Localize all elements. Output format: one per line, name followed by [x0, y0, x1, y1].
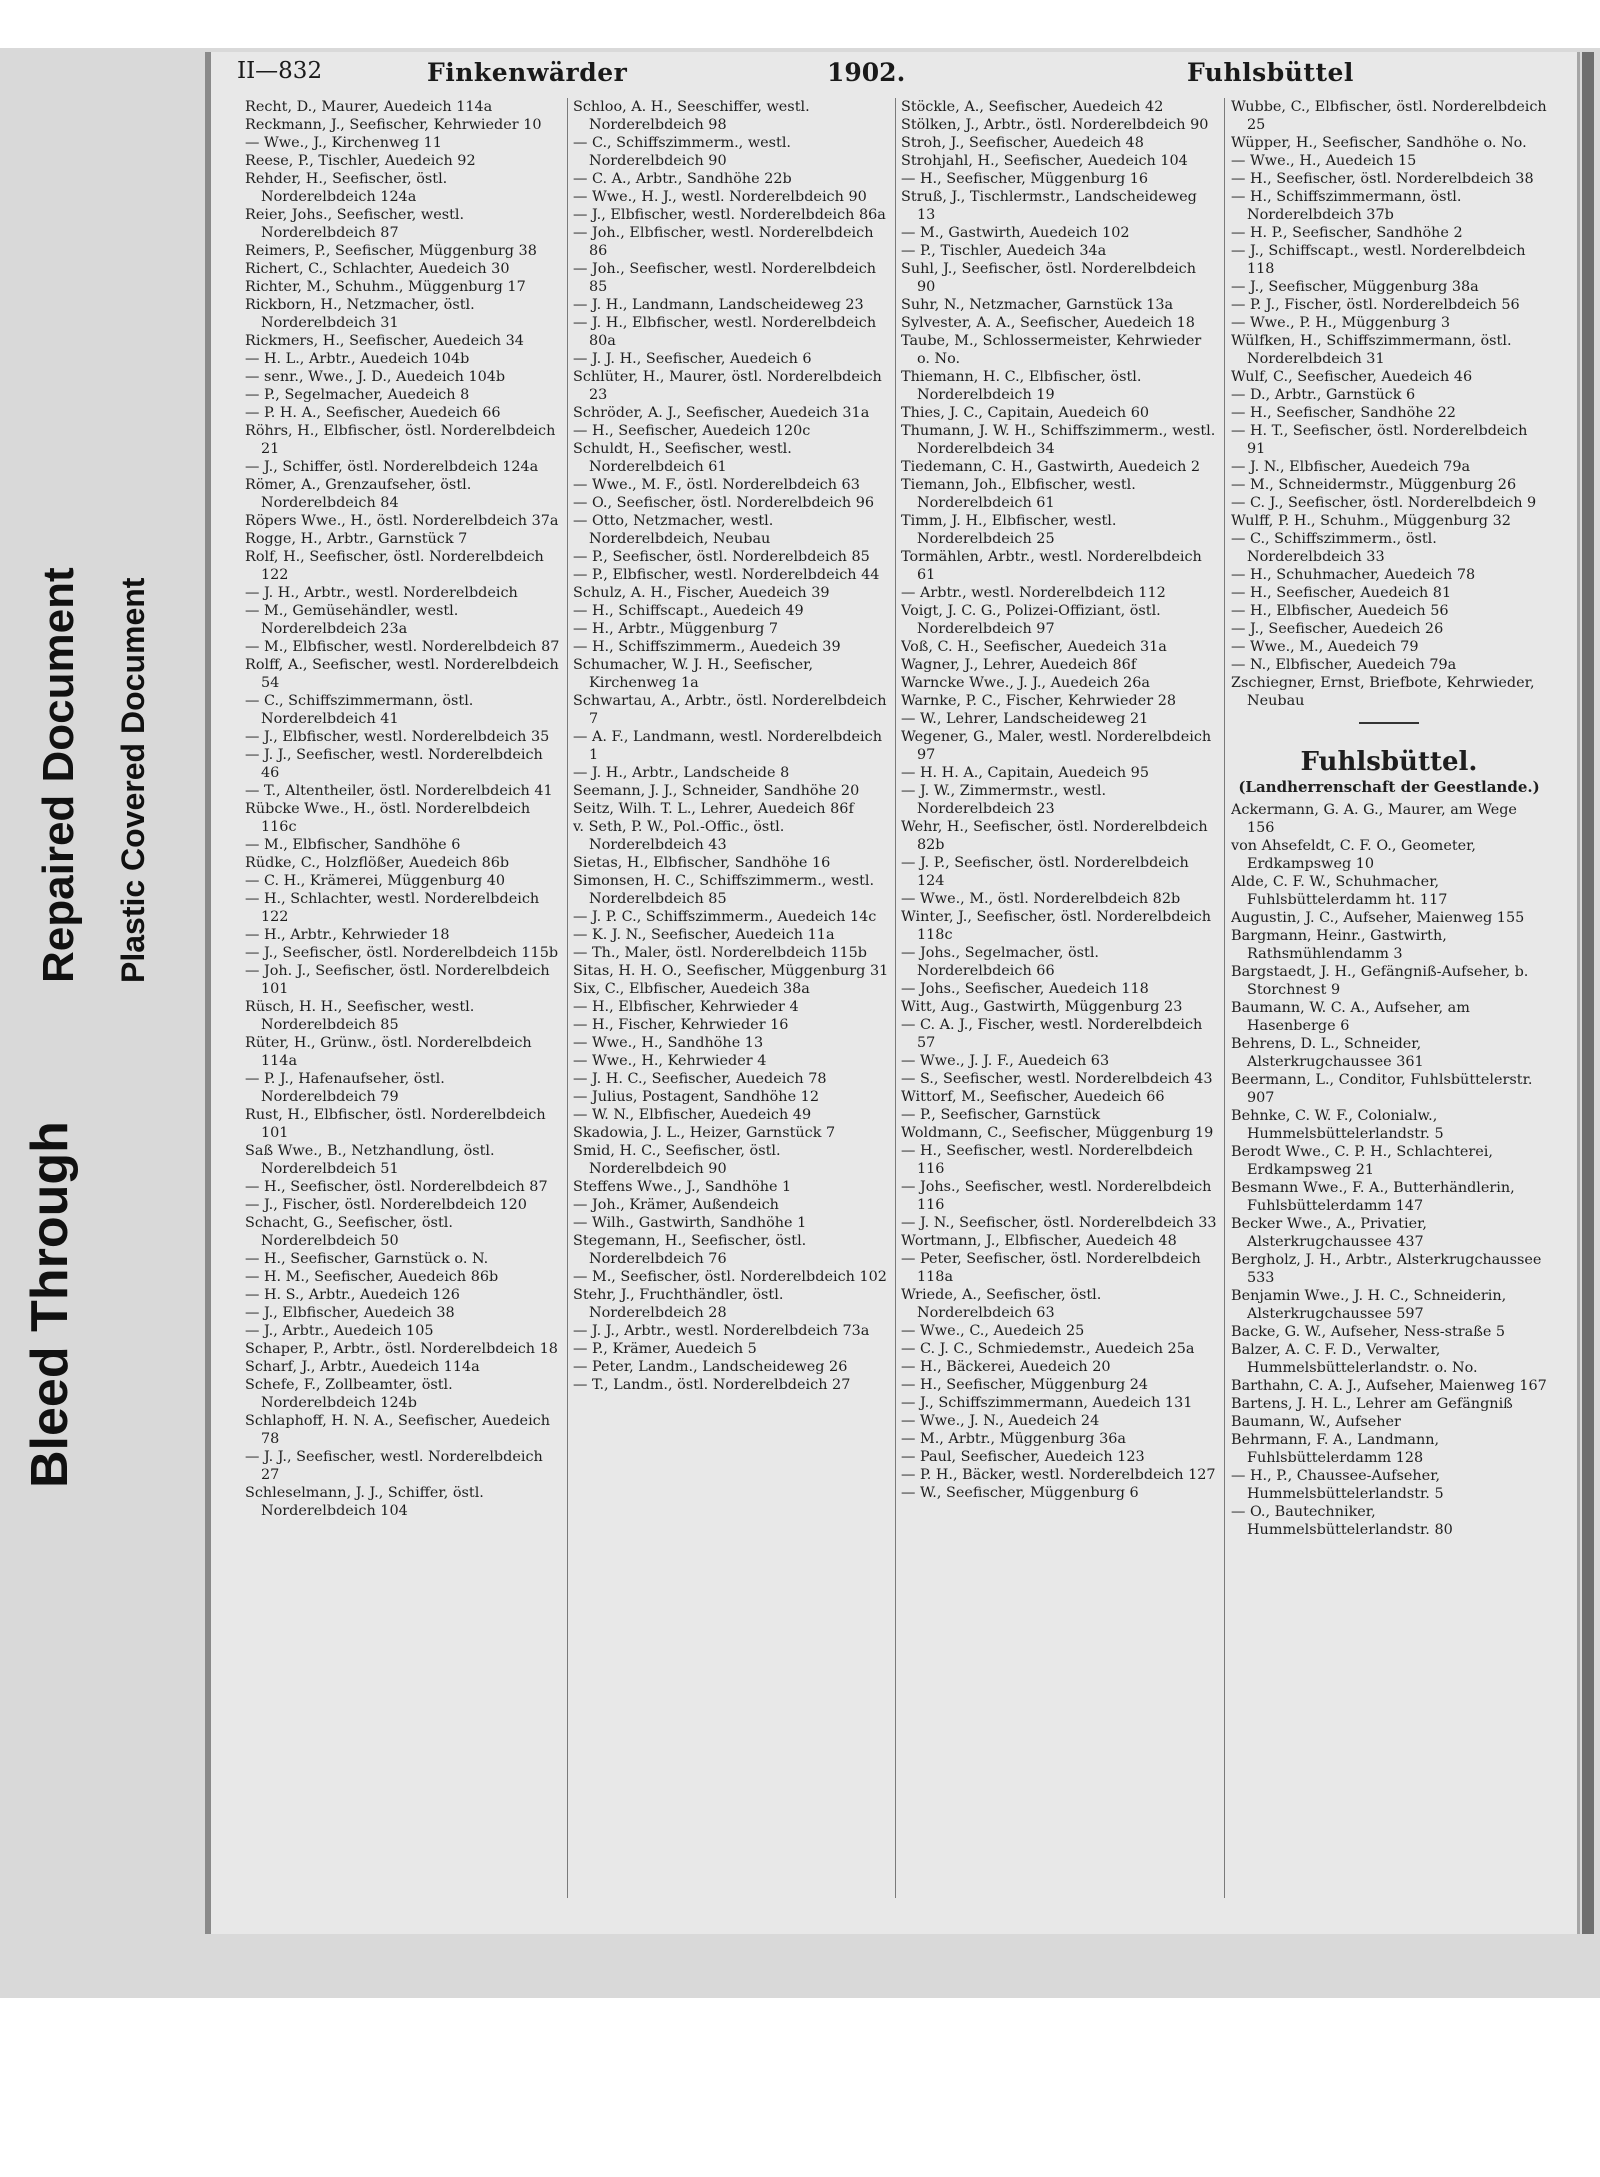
directory-entry: — H., Schiffszimmerm., Auedeich 39 — [573, 639, 841, 655]
directory-entry: Röhrs, H., Elbfischer, östl. Norderelbdeich 21 — [245, 423, 556, 457]
directory-entry: Rolff, A., Seefischer, westl. Norderelbdeich 54 — [245, 657, 559, 691]
directory-entry: — P. J., Hafenaufseher, östl. Norderelbdeich 79 — [245, 1071, 445, 1105]
directory-entry: — Th., Maler, östl. Norderelbdeich 115b — [573, 945, 868, 961]
directory-entry: — Peter, Landm., Landscheideweg 26 — [573, 1359, 848, 1375]
directory-entry: — J. H., Arbtr., westl. Norderelbdeich — [245, 585, 518, 601]
directory-entry: — M., Seefischer, östl. Norderelbdeich 102 — [573, 1269, 887, 1285]
directory-entry: Schumacher, W. J. H., Seefischer, Kirchenweg 1a — [573, 657, 814, 691]
directory-entry: Skadowia, J. L., Heizer, Garnstück 7 — [573, 1125, 836, 1141]
directory-entry: Ackermann, G. A. G., Maurer, am Wege 156 — [1231, 802, 1517, 836]
directory-entry: Suhr, N., Netzmacher, Garnstück 13a — [901, 297, 1174, 313]
directory-entry: — W. N., Elbfischer, Auedeich 49 — [573, 1107, 812, 1123]
directory-column-1 — [245, 98, 561, 1923]
page-edge-shadow — [1582, 52, 1594, 1934]
directory-entry: Benjamin Wwe., J. H. C., Schneiderin, Alsterkrugchaussee 597 — [1231, 1288, 1507, 1322]
directory-entry: — C. J., Seefischer, östl. Norderelbdeich 9 — [1231, 495, 1537, 511]
directory-entry: Thies, J. C., Capitain, Auedeich 60 — [901, 405, 1150, 421]
directory-entry: — H. M., Seefischer, Auedeich 86b — [245, 1269, 499, 1285]
directory-column-4-list — [1231, 98, 1547, 710]
directory-entry: — J. J., Seefischer, westl. Norderelbdeich 46 — [245, 747, 543, 781]
directory-entry: Barthahn, C. A. J., Aufseher, Maienweg 167 — [1231, 1378, 1547, 1394]
column-rule — [895, 98, 896, 1898]
directory-entry: Schlüter, H., Maurer, östl. Norderelbdeich 23 — [573, 369, 882, 403]
directory-entry: — H., Arbtr., Kehrwieder 18 — [245, 927, 450, 943]
directory-entry: — senr., Wwe., J. D., Auedeich 104b — [245, 369, 506, 385]
directory-entry: Wegener, G., Maler, westl. Norderelbdeich 97 — [901, 729, 1212, 763]
directory-entry: — H., Schiffscapt., Auedeich 49 — [573, 603, 804, 619]
directory-entry: — Peter, Seefischer, östl. Norderelbdeich 118a — [901, 1251, 1201, 1285]
directory-entry: — H., Seefischer, Sandhöhe 22 — [1231, 405, 1456, 421]
directory-entry: — Johs., Segelmacher, östl. Norderelbdeich 66 — [901, 945, 1100, 979]
directory-entry: — Arbtr., westl. Norderelbdeich 112 — [901, 585, 1166, 601]
directory-entry: — J. N., Elbfischer, Auedeich 79a — [1231, 459, 1471, 475]
directory-entry: Reimers, P., Seefischer, Müggenburg 38 — [245, 243, 537, 259]
directory-entry: — C., Schiffszimmerm., westl. Norderelbdeich 90 — [573, 135, 792, 169]
directory-entry: — Paul, Seefischer, Auedeich 123 — [901, 1449, 1145, 1465]
bleed-through-label: Bleed Through — [21, 1121, 79, 1488]
directory-entry: — J. J., Seefischer, westl. Norderelbdeich 27 — [245, 1449, 543, 1483]
directory-entry: Warncke Wwe., J. J., Auedeich 26a — [901, 675, 1150, 691]
directory-entry: — H. S., Arbtr., Auedeich 126 — [245, 1287, 460, 1303]
directory-entry: Woldmann, C., Seefischer, Müggenburg 19 — [901, 1125, 1214, 1141]
directory-entry: v. Seth, P. W., Pol.-Offic., östl. Norderelbdeich 43 — [573, 819, 785, 853]
directory-entry: Stehr, J., Fruchthändler, östl. Norderelbdeich 28 — [573, 1287, 784, 1321]
directory-entry: — H., Seefischer, östl. Norderelbdeich 87 — [245, 1179, 548, 1195]
section-divider — [1359, 722, 1419, 724]
directory-entry: Besmann Wwe., F. A., Butterhändlerin, Fuhlsbüttelerdamm 147 — [1231, 1180, 1515, 1214]
directory-column-4 — [1231, 98, 1547, 1923]
directory-entry: Sitas, H. H. O., Seefischer, Müggenburg 31 — [573, 963, 889, 979]
directory-entry: von Ahsefeldt, C. F. O., Geometer, Erdkampsweg 10 — [1231, 838, 1477, 872]
directory-entry: — J. W., Zimmermstr., westl. Norderelbdeich 23 — [901, 783, 1107, 817]
directory-entry: Berodt Wwe., C. P. H., Schlachterei, Erdkampsweg 21 — [1231, 1144, 1493, 1178]
directory-entry: — H., Seefischer, Garnstück o. N. — [245, 1251, 489, 1267]
directory-entry: Voigt, J. C. G., Polizei-Offiziant, östl. Norderelbdeich 97 — [901, 603, 1161, 637]
directory-entry: Rust, H., Elbfischer, östl. Norderelbdeich 101 — [245, 1107, 546, 1141]
directory-entry: — H., Elbfischer, Auedeich 56 — [1231, 603, 1449, 619]
directory-entry: — J., Arbtr., Auedeich 105 — [245, 1323, 434, 1339]
directory-entry: — C. A., Arbtr., Sandhöhe 22b — [573, 171, 792, 187]
directory-entry: Schacht, G., Seefischer, östl. Norderelbdeich 50 — [245, 1215, 453, 1249]
directory-entry: Beermann, L., Conditor, Fuhlsbüttelerstr. 907 — [1231, 1072, 1533, 1106]
directory-entry: — Joh., Krämer, Außendeich — [573, 1197, 779, 1213]
directory-entry: Rüsch, H. H., Seefischer, westl. Norderelbdeich 85 — [245, 999, 475, 1033]
directory-entry: Steffens Wwe., J., Sandhöhe 1 — [573, 1179, 792, 1195]
directory-entry: Reier, Johs., Seefischer, westl. Norderelbdeich 87 — [245, 207, 465, 241]
directory-entry: Smid, H. C., Seefischer, östl. Norderelbdeich 90 — [573, 1143, 781, 1177]
directory-entry: Taube, M., Schlossermeister, Kehrwieder o. No. — [901, 333, 1202, 367]
directory-entry: — Joh., Elbfischer, westl. Norderelbdeich 86 — [573, 225, 874, 259]
directory-entry: — H. L., Arbtr., Auedeich 104b — [245, 351, 470, 367]
directory-entry: Recht, D., Maurer, Auedeich 114a — [245, 99, 493, 115]
directory-column-3 — [901, 98, 1217, 1923]
directory-entry: Tormählen, Arbtr., westl. Norderelbdeich 61 — [901, 549, 1202, 583]
directory-entry: — O., Bautechniker, Hummelsbüttelerlandstr. 80 — [1231, 1504, 1453, 1538]
directory-entry: Schulz, A. H., Fischer, Auedeich 39 — [573, 585, 830, 601]
left-running-title: Finkenwärder — [427, 58, 628, 87]
directory-entry: — M., Elbfischer, westl. Norderelbdeich 87 — [245, 639, 560, 655]
directory-entry: — Julius, Postagent, Sandhöhe 12 — [573, 1089, 819, 1105]
directory-entry: — T., Landm., östl. Norderelbdeich 27 — [573, 1377, 851, 1393]
directory-entry: — J., Schiffscapt., westl. Norderelbdeich 118 — [1231, 243, 1526, 277]
directory-entry: Stölken, J., Arbtr., östl. Norderelbdeich 90 — [901, 117, 1209, 133]
directory-entry: Scharf, J., Arbtr., Auedeich 114a — [245, 1359, 480, 1375]
directory-entry: Backe, G. W., Aufseher, Ness-straße 5 — [1231, 1324, 1506, 1340]
directory-entry: Sietas, H., Elbfischer, Sandhöhe 16 — [573, 855, 831, 871]
column-rule — [567, 98, 568, 1898]
repaired-document-label: Repaired Document — [34, 567, 83, 983]
directory-entry: Behrmann, F. A., Landmann, Fuhlsbüttelerdamm 128 — [1231, 1432, 1440, 1466]
directory-entry: Bargstaedt, J. H., Gefängniß-Aufseher, b. Storchnest 9 — [1231, 964, 1529, 998]
directory-entry: Rüter, H., Grünw., östl. Norderelbdeich 114a — [245, 1035, 532, 1069]
directory-entry: — H. T., Seefischer, östl. Norderelbdeich 91 — [1231, 423, 1528, 457]
directory-entry: — M., Gemüsehändler, westl. Norderelbdeich 23a — [245, 603, 459, 637]
directory-entry: — Wwe., M., östl. Norderelbdeich 82b — [901, 891, 1181, 907]
directory-entry: — Johs., Seefischer, Auedeich 118 — [901, 981, 1149, 997]
directory-entry: Bartens, J. H. L., Lehrer am Gefängniß — [1231, 1396, 1513, 1412]
directory-entry: — H., Schuhmacher, Auedeich 78 — [1231, 567, 1476, 583]
directory-entry: — J., Elbfischer, westl. Norderelbdeich 86a — [573, 207, 886, 223]
side-labels — [0, 48, 200, 1998]
directory-entry: — K. J. N., Seefischer, Auedeich 11a — [573, 927, 835, 943]
directory-entry: — H., Seefischer, östl. Norderelbdeich 38 — [1231, 171, 1534, 187]
directory-entry: Six, C., Elbfischer, Auedeich 38a — [573, 981, 810, 997]
directory-entry: — H., Seefischer, Müggenburg 24 — [901, 1377, 1149, 1393]
directory-entry: — J., Elbfischer, Auedeich 38 — [245, 1305, 455, 1321]
directory-entry: — J., Seefischer, Müggenburg 38a — [1231, 279, 1479, 295]
directory-entry: Röpers Wwe., H., östl. Norderelbdeich 37a — [245, 513, 559, 529]
directory-entry: — Wwe., J. J. F., Auedeich 63 — [901, 1053, 1110, 1069]
directory-entry: Reese, P., Tischler, Auedeich 92 — [245, 153, 476, 169]
directory-entry: — J., Schiffer, östl. Norderelbdeich 124a — [245, 459, 539, 475]
directory-entry: Witt, Aug., Gastwirth, Müggenburg 23 — [901, 999, 1183, 1015]
directory-entry: — C., Schiffszimmerm., östl. Norderelbdeich 33 — [1231, 531, 1437, 565]
directory-entry: — P., Segelmacher, Auedeich 8 — [245, 387, 470, 403]
directory-entry: Wubbe, C., Elbfischer, östl. Norderelbdeich 25 — [1231, 99, 1547, 133]
directory-entry: Schloo, A. H., Seeschiffer, westl. Norderelbdeich 98 — [573, 99, 810, 133]
directory-entry: Becker Wwe., A., Privatier, Alsterkrugchaussee 437 — [1231, 1216, 1427, 1250]
directory-entry: — A. F., Landmann, westl. Norderelbdeich 1 — [573, 729, 882, 763]
right-running-title: Fuhlsbüttel — [1187, 58, 1354, 87]
directory-entry: — H., Schiffszimmermann, östl. Norderelbdeich 37b — [1231, 189, 1462, 223]
directory-column-2 — [573, 98, 889, 1923]
directory-entry: Behrens, D. L., Schneider, Alsterkrugchaussee 361 — [1231, 1036, 1424, 1070]
directory-entry: Schuldt, H., Seefischer, westl. Norderelbdeich 61 — [573, 441, 792, 475]
directory-entry: Warnke, P. C., Fischer, Kehrwieder 28 — [901, 693, 1177, 709]
directory-entry: — H., Seefischer, Auedeich 120c — [573, 423, 811, 439]
directory-entry: — H., P., Chaussee-Aufseher, Hummelsbüttelerlandstr. 5 — [1231, 1468, 1444, 1502]
directory-entry: — H. P., Seefischer, Sandhöhe 2 — [1231, 225, 1463, 241]
directory-entry: — H., Seefischer, Müggenburg 16 — [901, 171, 1149, 187]
directory-entry: Seitz, Wilh. T. L., Lehrer, Auedeich 86f — [573, 801, 854, 817]
directory-entry: — W., Seefischer, Müggenburg 6 — [901, 1485, 1139, 1501]
directory-entry: Reckmann, J., Seefischer, Kehrwieder 10 — [245, 117, 542, 133]
directory-entry: Wulff, P. H., Schuhm., Müggenburg 32 — [1231, 513, 1511, 529]
directory-entry: Simonsen, H. C., Schiffszimmerm., westl. Norderelbdeich 85 — [573, 873, 875, 907]
directory-entry: Winter, J., Seefischer, östl. Norderelbdeich 118c — [901, 909, 1212, 943]
directory-entry: Schwartau, A., Arbtr., östl. Norderelbdeich 7 — [573, 693, 887, 727]
directory-entry: — J. J. H., Seefischer, Auedeich 6 — [573, 351, 812, 367]
directory-entry: Saß Wwe., B., Netzhandlung, östl. Norderelbdeich 51 — [245, 1143, 495, 1177]
column-rule — [1224, 98, 1225, 1898]
directory-entry: Sylvester, A. A., Seefischer, Auedeich 18 — [901, 315, 1195, 331]
directory-entry: — Wwe., J. N., Auedeich 24 — [901, 1413, 1100, 1429]
directory-entry: Struß, J., Tischlermstr., Landscheideweg 13 — [901, 189, 1197, 223]
directory-entry: Seemann, J. J., Schneider, Sandhöhe 20 — [573, 783, 860, 799]
document-page — [205, 52, 1580, 1934]
directory-entry: — Wwe., H. J., westl. Norderelbdeich 90 — [573, 189, 867, 205]
directory-entry: — H., Seefischer, westl. Norderelbdeich 116 — [901, 1143, 1193, 1177]
directory-entry: — P. H., Bäcker, westl. Norderelbdeich 127 — [901, 1467, 1216, 1483]
directory-entry: — Wwe., M., Auedeich 79 — [1231, 639, 1419, 655]
directory-entry: — J., Elbfischer, westl. Norderelbdeich 35 — [245, 729, 550, 745]
directory-entry: — J. P., Seefischer, östl. Norderelbdeich 124 — [901, 855, 1189, 889]
directory-entry: Thiemann, H. C., Elbfischer, östl. Norderelbdeich 19 — [901, 369, 1142, 403]
directory-entry: — Joh., Seefischer, westl. Norderelbdeich 85 — [573, 261, 877, 295]
directory-entry: Richter, M., Schuhm., Müggenburg 17 — [245, 279, 526, 295]
directory-entry: — H., Elbfischer, Kehrwieder 4 — [573, 999, 799, 1015]
directory-entry: — Wwe., M. F., östl. Norderelbdeich 63 — [573, 477, 860, 493]
directory-entry: — J., Seefischer, östl. Norderelbdeich 115b — [245, 945, 559, 961]
section-title: Fuhlsbüttel. — [1300, 747, 1478, 777]
directory-entry: — M., Elbfischer, Sandhöhe 6 — [245, 837, 461, 853]
directory-entry: — W., Lehrer, Landscheideweg 21 — [901, 711, 1149, 727]
directory-entry: — Otto, Netzmacher, westl. Norderelbdeich, Neubau — [573, 513, 774, 547]
directory-entry: Rüdke, C., Holzflößer, Auedeich 86b — [245, 855, 510, 871]
page-number: II—832 — [237, 58, 323, 84]
directory-entry: Wortmann, J., Elbfischer, Auedeich 48 — [901, 1233, 1177, 1249]
directory-entry: Stegemann, H., Seefischer, östl. Norderelbdeich 76 — [573, 1233, 807, 1267]
directory-entry: — J. H., Arbtr., Landscheide 8 — [573, 765, 790, 781]
page-header — [237, 58, 1557, 92]
directory-entry: — Wwe., H., Kehrwieder 4 — [573, 1053, 767, 1069]
directory-entry: Rickmers, H., Seefischer, Auedeich 34 — [245, 333, 524, 349]
directory-entry: Stroh, J., Seefischer, Auedeich 48 — [901, 135, 1144, 151]
directory-entry: — P., Krämer, Auedeich 5 — [573, 1341, 757, 1357]
directory-entry: — H., Arbtr., Müggenburg 7 — [573, 621, 779, 637]
directory-entry: — H., Bäckerei, Auedeich 20 — [901, 1359, 1111, 1375]
directory-entry: Rickborn, H., Netzmacher, östl. Norderelbdeich 31 — [245, 297, 475, 331]
directory-entry: — J. H., Elbfischer, westl. Norderelbdeich 80a — [573, 315, 877, 349]
directory-entry: — P., Seefischer, östl. Norderelbdeich 85 — [573, 549, 870, 565]
directory-entry: — J., Fischer, östl. Norderelbdeich 120 — [245, 1197, 527, 1213]
directory-entry: Tiemann, Joh., Elbfischer, westl. Norderelbdeich 61 — [901, 477, 1136, 511]
directory-entry: Wüpper, H., Seefischer, Sandhöhe o. No. — [1231, 135, 1527, 151]
directory-entry: — J. H., Landmann, Landscheideweg 23 — [573, 297, 864, 313]
directory-entry: Behnke, C. W. F., Colonialw., Hummelsbüttelerlandstr. 5 — [1231, 1108, 1444, 1142]
directory-entry: Augustin, J. C., Aufseher, Maienweg 155 — [1231, 910, 1525, 926]
directory-entry: — T., Altentheiler, östl. Norderelbdeich 41 — [245, 783, 553, 799]
directory-entry: Voß, C. H., Seefischer, Auedeich 31a — [901, 639, 1167, 655]
directory-entry: — Wwe., H., Sandhöhe 13 — [573, 1035, 764, 1051]
year: 1902. — [827, 58, 906, 87]
directory-entry: — P., Tischler, Auedeich 34a — [901, 243, 1107, 259]
directory-entry: — P., Elbfischer, westl. Norderelbdeich 44 — [573, 567, 880, 583]
directory-entry: — Wwe., P. H., Müggenburg 3 — [1231, 315, 1451, 331]
directory-entry: Baumann, W., Aufseher — [1231, 1414, 1401, 1430]
directory-entry: — J., Seefischer, Auedeich 26 — [1231, 621, 1444, 637]
directory-entry: — C. H., Krämerei, Müggenburg 40 — [245, 873, 506, 889]
directory-entry: Wulf, C., Seefischer, Auedeich 46 — [1231, 369, 1473, 385]
directory-entry: Schleselmann, J. J., Schiffer, östl. Norderelbdeich 104 — [245, 1485, 484, 1519]
directory-entry: Timm, J. H., Elbfischer, westl. Norderelbdeich 25 — [901, 513, 1117, 547]
directory-entry: — H. H. A., Capitain, Auedeich 95 — [901, 765, 1149, 781]
directory-entry: — J. P. C., Schiffszimmerm., Auedeich 14c — [573, 909, 877, 925]
directory-entry: Baumann, W. C. A., Aufseher, am Hasenberge 6 — [1231, 1000, 1470, 1034]
directory-entry: — P. H. A., Seefischer, Auedeich 66 — [245, 405, 501, 421]
directory-entry: — Johs., Seefischer, westl. Norderelbdeich 116 — [901, 1179, 1212, 1213]
directory-entry: — S., Seefischer, westl. Norderelbdeich 43 — [901, 1071, 1213, 1087]
directory-entry: Richert, C., Schlachter, Auedeich 30 — [245, 261, 510, 277]
directory-entry: — J. N., Seefischer, östl. Norderelbdeich 33 — [901, 1215, 1217, 1231]
directory-entry: — Wwe., J., Kirchenweg 11 — [245, 135, 442, 151]
directory-entry: Rübcke Wwe., H., östl. Norderelbdeich 116c — [245, 801, 531, 835]
directory-entry: Schlaphoff, H. N. A., Seefischer, Auedeich 78 — [245, 1413, 551, 1447]
directory-entry: — J. H. C., Seefischer, Auedeich 78 — [573, 1071, 827, 1087]
section-subtitle: (Landherrenschaft der Geestlande.) — [1238, 778, 1540, 796]
directory-entry: Rogge, H., Arbtr., Garnstück 7 — [245, 531, 468, 547]
directory-entry: — D., Arbtr., Garnstück 6 — [1231, 387, 1416, 403]
directory-entry: Stöckle, A., Seefischer, Auedeich 42 — [901, 99, 1164, 115]
directory-entry: Suhl, J., Seefischer, östl. Norderelbdeich 90 — [901, 261, 1196, 295]
directory-entry: — H., Fischer, Kehrwieder 16 — [573, 1017, 789, 1033]
directory-entry: Rolf, H., Seefischer, östl. Norderelbdeich 122 — [245, 549, 544, 583]
directory-entry: Alde, C. F. W., Schuhmacher, Fuhlsbüttelerdamm ht. 117 — [1231, 874, 1448, 908]
directory-entry: Wehr, H., Seefischer, östl. Norderelbdeich 82b — [901, 819, 1208, 853]
directory-entry: Rehder, H., Seefischer, östl. Norderelbdeich 124a — [245, 171, 448, 205]
directory-entry: Wriede, A., Seefischer, östl. Norderelbdeich 63 — [901, 1287, 1102, 1321]
directory-entry: — Wwe., H., Auedeich 15 — [1231, 153, 1417, 169]
directory-entry: Thumann, J. W. H., Schiffszimmerm., westl. Norderelbdeich 34 — [901, 423, 1216, 457]
directory-entry: — P. J., Fischer, östl. Norderelbdeich 56 — [1231, 297, 1520, 313]
directory-entry: Tiedemann, C. H., Gastwirth, Auedeich 2 — [901, 459, 1201, 475]
directory-entry: Bargmann, Heinr., Gastwirth, Rathsmühlendamm 3 — [1231, 928, 1447, 962]
directory-entry: — J., Schiffszimmermann, Auedeich 131 — [901, 1395, 1193, 1411]
directory-entry: Wülfken, H., Schiffszimmermann, östl. Norderelbdeich 31 — [1231, 333, 1512, 367]
directory-entry: — Joh. J., Seefischer, östl. Norderelbdeich 101 — [245, 963, 550, 997]
directory-entry: Bergholz, J. H., Arbtr., Alsterkrugchaussee 533 — [1231, 1252, 1542, 1286]
directory-entry: Schröder, A. J., Seefischer, Auedeich 31a — [573, 405, 870, 421]
directory-entry: Schaper, P., Arbtr., östl. Norderelbdeich 18 — [245, 1341, 558, 1357]
directory-entry: Schefe, F., Zollbeamter, östl. Norderelbdeich 124b — [245, 1377, 453, 1411]
directory-entry: — M., Arbtr., Müggenburg 36a — [901, 1431, 1126, 1447]
directory-entry: Römer, A., Grenzaufseher, östl. Norderelbdeich 84 — [245, 477, 472, 511]
directory-entry: — C., Schiffszimmermann, östl. Norderelbdeich 41 — [245, 693, 474, 727]
directory-entry: — H., Schlachter, westl. Norderelbdeich 122 — [245, 891, 540, 925]
section-entries — [1231, 801, 1547, 1539]
directory-entry: — C. A. J., Fischer, westl. Norderelbdeich 57 — [901, 1017, 1203, 1051]
directory-entry: — P., Seefischer, Garnstück — [901, 1107, 1101, 1123]
directory-entry: Wagner, J., Lehrer, Auedeich 86f — [901, 657, 1137, 673]
directory-entry: — Wwe., C., Auedeich 25 — [901, 1323, 1085, 1339]
directory-entry: Balzer, A. C. F. D., Verwalter, Hummelsbüttelerlandstr. o. No. — [1231, 1342, 1478, 1376]
directory-entry: Wittorf, M., Seefischer, Auedeich 66 — [901, 1089, 1165, 1105]
directory-entry: Zschiegner, Ernst, Briefbote, Kehrwieder, Neubau — [1231, 675, 1535, 709]
directory-entry: — Wilh., Gastwirth, Sandhöhe 1 — [573, 1215, 807, 1231]
directory-entry: — C. J. C., Schmiedemstr., Auedeich 25a — [901, 1341, 1195, 1357]
directory-entry: — O., Seefischer, östl. Norderelbdeich 96 — [573, 495, 875, 511]
directory-entry: Strohjahl, H., Seefischer, Auedeich 104 — [901, 153, 1188, 169]
plastic-covered-label: Plastic Covered Document — [115, 577, 151, 983]
directory-entry: — M., Gastwirth, Auedeich 102 — [901, 225, 1130, 241]
directory-entry: — M., Schneidermstr., Müggenburg 26 — [1231, 477, 1517, 493]
directory-entry: — J. J., Arbtr., westl. Norderelbdeich 73a — [573, 1323, 870, 1339]
directory-entry: — N., Elbfischer, Auedeich 79a — [1231, 657, 1457, 673]
directory-entry: — H., Seefischer, Auedeich 81 — [1231, 585, 1452, 601]
